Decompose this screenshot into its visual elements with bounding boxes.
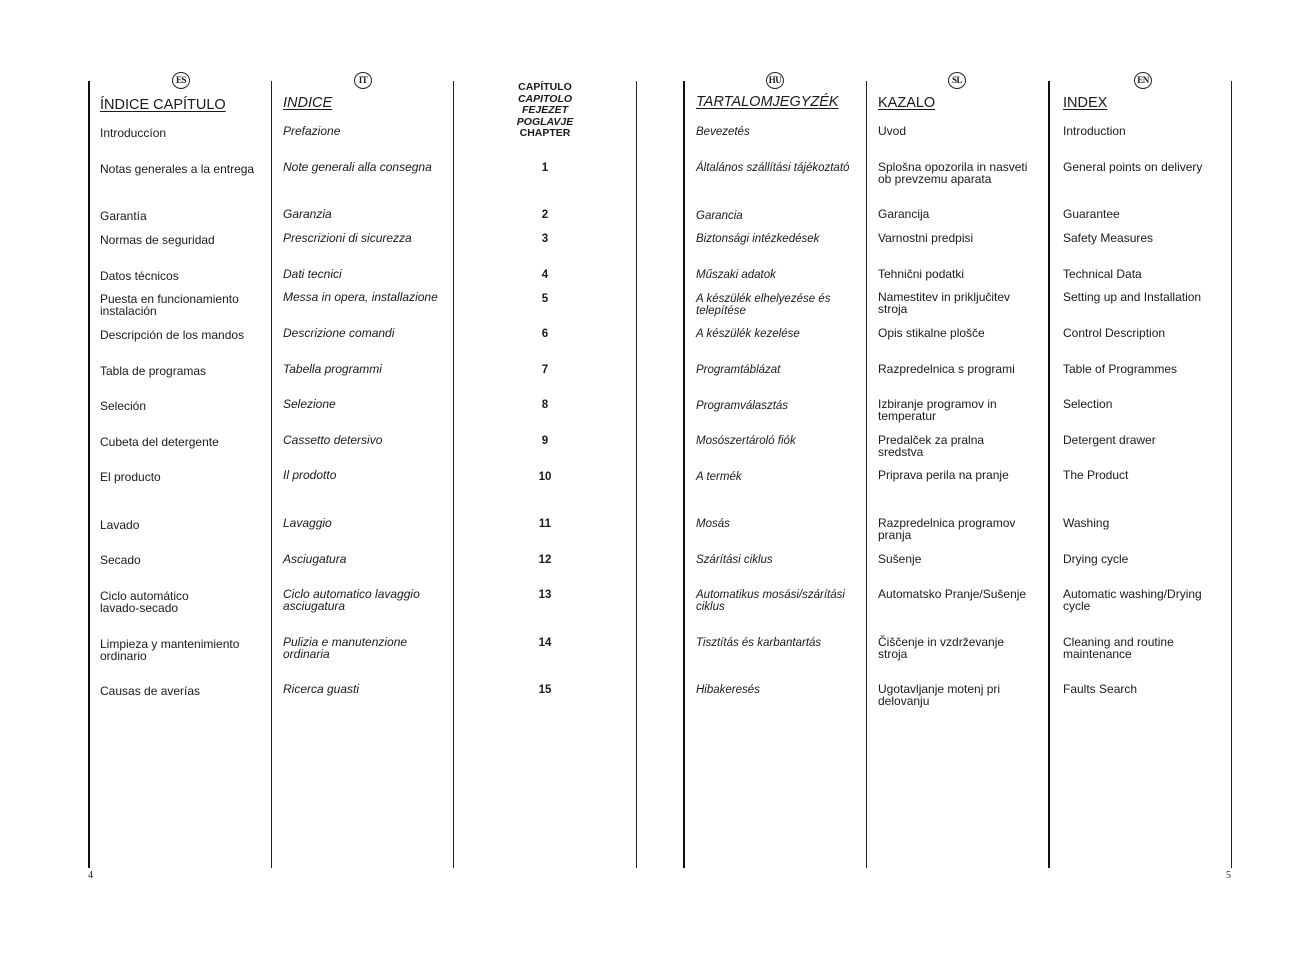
- en-entry: Technical Data: [1063, 267, 1142, 281]
- hu-entry: Általános szállítási tájékoztató: [696, 162, 850, 174]
- sl-entry: Tehnični podatki: [878, 267, 965, 281]
- it-entry: Tabella programmi: [283, 362, 382, 376]
- chapter-number: 3: [541, 233, 549, 245]
- hu-entry: Automatikus mosási/szárítási ciklus: [696, 589, 845, 613]
- es-entry: Datos técnicos: [100, 269, 179, 283]
- en-entry: Washing: [1063, 516, 1110, 530]
- chapter-number: 4: [541, 269, 549, 281]
- chapter-header-it: CAPITOLO: [517, 92, 573, 105]
- chapter-number: 12: [538, 554, 552, 566]
- en-entry: Introduction: [1063, 124, 1126, 138]
- chapter-header-sl: POGLAVJE: [516, 115, 574, 128]
- column-rule: [683, 81, 685, 868]
- chapter-number: 6: [541, 328, 549, 340]
- page-number-right: 5: [1226, 870, 1231, 881]
- it-entry: Cassetto detersivo: [283, 433, 383, 447]
- chapter-number: 5: [541, 293, 549, 305]
- chapter-number: 7: [541, 364, 549, 376]
- language-badge-es: ES: [172, 72, 190, 89]
- title-it: INDICE: [283, 95, 333, 111]
- column-rule: [453, 81, 454, 868]
- sl-entry: Uvod: [878, 124, 907, 138]
- sl-entry: Čiščenje in vzdrževanje stroja: [878, 635, 1005, 661]
- en-entry: Control Description: [1063, 326, 1166, 340]
- sl-entry: Namestitev in priključitev stroja: [878, 290, 1011, 316]
- it-entry: Pulizia e manutenzione ordinaria: [283, 635, 408, 661]
- hu-entry: Mosószertároló fiók: [696, 435, 796, 447]
- hu-entry: Műszaki adatok: [696, 269, 776, 281]
- es-entry: Notas generales a la entrega: [100, 162, 255, 176]
- hu-entry: Biztonsági intézkedések: [696, 233, 820, 245]
- it-entry: Messa in opera, installazione: [283, 290, 438, 304]
- it-entry: Il prodotto: [283, 468, 337, 482]
- es-entry: Cubeta del detergente: [100, 435, 219, 449]
- it-entry: Prescrizioni di sicurezza: [283, 231, 412, 245]
- sl-entry: Razpredelnica programov pranja: [878, 516, 1016, 542]
- column-rule: [1231, 81, 1232, 868]
- chapter-number: 11: [538, 518, 552, 530]
- en-entry: Selection: [1063, 397, 1113, 411]
- chapter-number: 1: [541, 162, 549, 174]
- title-es: ÍNDICE CAPÍTULO: [100, 97, 226, 113]
- en-entry: Cleaning and routine maintenance: [1063, 635, 1174, 661]
- chapter-number: 13: [538, 589, 552, 601]
- en-entry: The Product: [1063, 468, 1129, 482]
- chapter-number: 14: [538, 637, 552, 649]
- hu-entry: Tisztítás és karbantartás: [696, 637, 822, 649]
- hu-entry: Programválasztás: [696, 400, 789, 412]
- es-entry: Secado: [100, 553, 141, 567]
- hu-entry: Mosás: [696, 518, 730, 530]
- hu-entry: Szárítási ciklus: [696, 554, 773, 566]
- it-entry: Ricerca guasti: [283, 682, 360, 696]
- chapter-number: 2: [541, 209, 549, 221]
- es-entry: Tabla de programas: [100, 364, 207, 378]
- hu-entry: A készülék kezelése: [696, 328, 800, 340]
- es-entry: Causas de averías: [100, 684, 201, 698]
- title-hu: TARTALOMJEGYZÉK: [696, 94, 839, 110]
- page-number-left: 4: [88, 870, 93, 881]
- column-rule: [271, 81, 272, 868]
- chapter-header-es: CAPÍTULO: [518, 81, 572, 93]
- title-sl: KAZALO: [878, 95, 936, 111]
- chapter-header-hu: FEJEZET: [521, 104, 569, 116]
- language-badge-sl: SL: [948, 72, 966, 89]
- it-entry: Selezione: [283, 397, 336, 411]
- column-rule: [1048, 81, 1050, 868]
- es-entry: Descripción de los mandos: [100, 328, 245, 342]
- es-entry: Lavado: [100, 518, 140, 532]
- column-rule: [88, 81, 90, 868]
- chapter-header: [505, 82, 585, 140]
- en-entry: Drying cycle: [1063, 552, 1129, 566]
- es-entry: Puesta en funcionamiento instalación: [100, 292, 239, 318]
- sl-entry: Splošna opozorila in nasveti ob prevzemu aparata: [878, 160, 1028, 186]
- en-entry: Faults Search: [1063, 682, 1138, 696]
- hu-entry: Programtáblázat: [696, 364, 781, 376]
- en-entry: General points on delivery: [1063, 160, 1203, 174]
- chapter-number: 15: [538, 684, 552, 696]
- hu-entry: Garancia: [696, 210, 743, 222]
- es-entry: Seleción: [100, 399, 147, 413]
- column-rule: [866, 81, 867, 868]
- it-entry: Garanzia: [283, 207, 332, 221]
- chapter-number: 10: [538, 471, 552, 483]
- language-badge-hu: HU: [766, 72, 784, 89]
- hu-entry: A készülék elhelyezése és telepítése: [696, 293, 831, 317]
- en-entry: Table of Programmes: [1063, 362, 1178, 376]
- sl-entry: Varnostni predpisi: [878, 231, 974, 245]
- es-entry: Ciclo automático lavado-secado: [100, 589, 189, 615]
- it-entry: Asciugatura: [283, 552, 347, 566]
- en-entry: Guarantee: [1063, 207, 1120, 221]
- title-en: INDEX: [1063, 95, 1108, 111]
- en-entry: Safety Measures: [1063, 231, 1154, 245]
- sl-entry: Priprava perila na pranje: [878, 468, 1009, 482]
- es-entry: Introduccíon: [100, 126, 167, 140]
- en-entry: Setting up and Installation: [1063, 290, 1202, 304]
- sl-entry: Sušenje: [878, 552, 922, 566]
- sl-entry: Razpredelnica s programi: [878, 362, 1015, 376]
- chapter-header-en: CHAPTER: [519, 127, 571, 139]
- it-entry: Ciclo automatico lavaggio asciugatura: [283, 587, 420, 613]
- chapter-number: 8: [541, 399, 549, 411]
- sl-entry: Opis stikalne plošče: [878, 326, 985, 340]
- hu-entry: A termék: [696, 471, 742, 483]
- it-entry: Dati tecnici: [283, 267, 342, 281]
- it-entry: Lavaggio: [283, 516, 332, 530]
- it-entry: Note generali alla consegna: [283, 160, 432, 174]
- es-entry: Normas de seguridad: [100, 233, 215, 247]
- hu-entry: Hibakeresés: [696, 684, 760, 696]
- sl-entry: Automatsko Pranje/Sušenje: [878, 587, 1027, 601]
- language-badge-it: IT: [354, 72, 372, 89]
- chapter-number: 9: [541, 435, 549, 447]
- sl-entry: Izbiranje programov in temperatur: [878, 397, 997, 423]
- it-entry: Prefazione: [283, 124, 341, 138]
- sl-entry: Ugotavljanje motenj pri delovanju: [878, 682, 1001, 708]
- column-rule: [636, 81, 637, 868]
- es-entry: El producto: [100, 470, 161, 484]
- es-entry: Limpieza y mantenimiento ordinario: [100, 637, 240, 663]
- language-badge-en: EN: [1134, 72, 1152, 89]
- sl-entry: Garancija: [878, 207, 930, 221]
- sl-entry: Predalček za pralna sredstva: [878, 433, 985, 459]
- hu-entry: Bevezetés: [696, 126, 750, 138]
- en-entry: Automatic washing/Drying cycle: [1063, 587, 1202, 613]
- en-entry: Detergent drawer: [1063, 433, 1156, 447]
- it-entry: Descrizione comandi: [283, 326, 395, 340]
- es-entry: Garantía: [100, 209, 147, 223]
